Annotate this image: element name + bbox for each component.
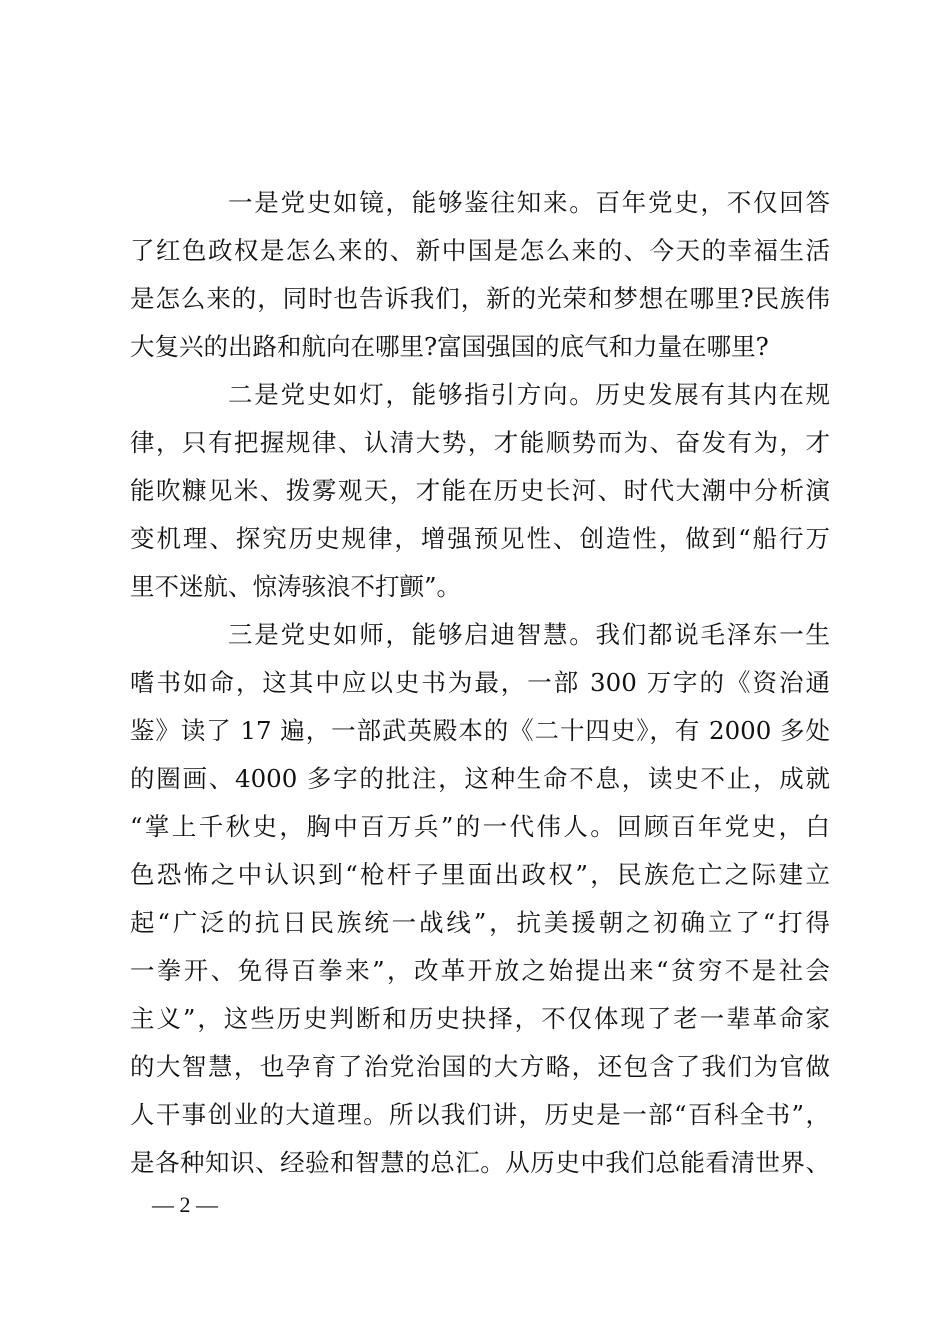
text-line: 起“广泛的抗日民族统一战线”，抗美援朝之初确立了“打得	[130, 908, 830, 937]
text-line: 大复兴的出路和航向在哪里?富国强国的底气和力量在哪里?	[130, 332, 769, 361]
text-line: 是怎么来的，同时也告诉我们，新的光荣和梦想在哪里?民族伟	[130, 284, 830, 313]
text-line: 人干事创业的大道理。所以我们讲，历史是一部“百科全书”，	[130, 1100, 830, 1129]
text-line: 能吹糠见米、拨雾观天，才能在历史长河、时代大潮中分析演	[130, 476, 830, 505]
text-line: 鉴》读了 17 遍，一部武英殿本的《二十四史》，有 2000 多处	[130, 716, 830, 745]
text-line: 了红色政权是怎么来的、新中国是怎么来的、今天的幸福生活	[130, 236, 830, 265]
text-line: 色恐怖之中认识到“枪杆子里面出政权”，民族危亡之际建立	[130, 860, 830, 889]
text-line: 一是党史如镜，能够鉴往知来。百年党史，不仅回答	[228, 188, 830, 217]
text-line: 二是党史如灯，能够指引方向。历史发展有其内在规	[228, 380, 830, 409]
text-line: 三是党史如师，能够启迪智慧。我们都说毛泽东一生	[228, 620, 830, 649]
text-line: “掌上千秋史，胸中百万兵”的一代伟人。回顾百年党史，白	[130, 812, 830, 841]
text-line: 变机理、探究历史规律，增强预见性、创造性，做到“船行万	[130, 524, 830, 553]
text-line: 嗜书如命，这其中应以史书为最，一部 300 万字的《资治通	[130, 668, 830, 697]
text-line: 的大智慧，也孕育了治党治国的大方略，还包含了我们为官做	[130, 1052, 830, 1081]
text-line: 是各种知识、经验和智慧的总汇。从历史中我们总能看清世界、	[130, 1148, 830, 1177]
text-line: 的圈画、4000 多字的批注，这种生命不息，读史不止，成就	[130, 764, 830, 793]
text-line: 主义”，这些历史判断和历史抉择，不仅体现了老一辈革命家	[130, 1004, 830, 1033]
text-line: 律，只有把握规律、认清大势，才能顺势而为、奋发有为，才	[130, 428, 830, 457]
paragraph-2	[130, 371, 830, 611]
text-line: 里不迷航、惊涛骇浪不打颤”。	[130, 572, 462, 601]
text-line: 一拳开、免得百拳来”，改革开放之始提出来“贫穷不是社会	[130, 956, 830, 985]
body-text	[130, 179, 830, 1187]
paragraph-3	[130, 611, 830, 1187]
paragraph-1	[130, 179, 830, 371]
page-number: — 2 —	[152, 1192, 218, 1217]
